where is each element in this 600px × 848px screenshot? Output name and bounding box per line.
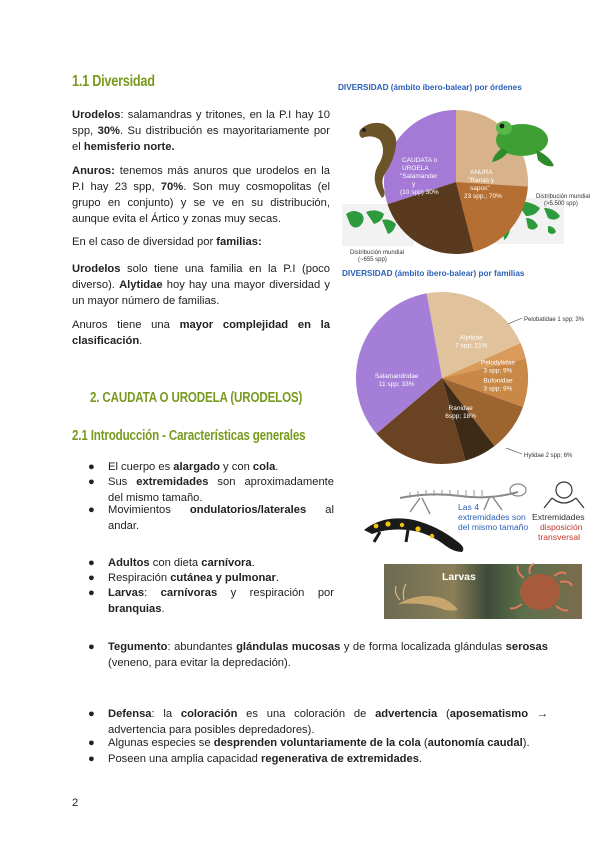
pie-label-salamandridae: Salamandridae xyxy=(374,373,419,380)
svg-text:"Ranas y: "Ranas y xyxy=(468,177,495,184)
figure-families-pie xyxy=(338,284,600,470)
caudata-label xyxy=(400,157,439,196)
svg-text:Distribución mundial: Distribución mundial xyxy=(350,250,405,256)
spine-crosssection-icon xyxy=(544,482,584,508)
pelobatidae-external-label: Pelobatidae 1 spp; 3% xyxy=(524,317,585,323)
pie-label-bufonidae: Bufonidae xyxy=(483,377,513,385)
svg-text:ANURA: ANURA xyxy=(470,169,493,176)
label-extremidades-mismo-tamano: Las 4 extremidades son del mismo tamaño xyxy=(458,502,529,532)
section-heading-diversidad: 1.1 Diversidad xyxy=(72,73,155,90)
paragraph-urodelos-familias: Urodelos solo tiene una familia en la P.I (poco diverso). Alytidae hoy hay una mayor diversidad y un mayor número de familias. xyxy=(72,263,330,307)
figure-families-title: DIVERSIDAD (ámbito íbero-balear) por familias xyxy=(342,269,525,278)
svg-text:"Salamander: "Salamander xyxy=(400,173,438,180)
hylidae-external-label: Hylidae 2 spp; 6% xyxy=(524,453,573,459)
section-heading-caudata: 2. CAUDATA O URODELA (URODELOS) xyxy=(90,390,303,406)
larvae-illustration-icon xyxy=(384,564,582,619)
svg-text:Distribución mundial: Distribución mundial xyxy=(536,194,591,200)
pie-sublabel-bufonidae: 3 spp; 9% xyxy=(483,385,513,393)
svg-text:CAUDATA o: CAUDATA o xyxy=(402,157,438,164)
paragraph-urodelos: Urodelos: salamandras y tritones, en la P.I hay 10 spp, 30%. Su distribución es mayoritariamente por el hemisferio norte. xyxy=(72,109,330,153)
pie-label-pelodytidae: Pelodytidae xyxy=(480,359,515,367)
svg-text:y: y xyxy=(412,181,416,188)
section-heading-introduccion: 2.1 Introducción - Características generales xyxy=(72,428,306,444)
svg-text:23 spp.; 70%: 23 spp.; 70% xyxy=(464,193,502,200)
svg-text:UROELA: UROELA xyxy=(402,165,429,172)
label-disposicion-transversal: Extremidades disposición transversal xyxy=(532,512,585,542)
paragraph-familias: En el caso de diversidad por familias: xyxy=(72,236,262,248)
page-number: 2 xyxy=(72,797,79,809)
pie-label-ranidae: Ranidae xyxy=(448,404,473,412)
svg-text:(10 spp) 30%: (10 spp) 30% xyxy=(400,189,439,196)
svg-text:(~655 spp): (~655 spp) xyxy=(358,257,387,263)
larvae-photo xyxy=(384,564,582,619)
svg-text:(>5.500 spp): (>5.500 spp) xyxy=(544,201,578,207)
pie-sublabel-ranidae: 6spp; 18% xyxy=(445,412,477,420)
figure-orders-title: DIVERSIDAD (ámbito íbero-balear) por órdenes xyxy=(338,83,522,92)
figure-orders-pie xyxy=(336,94,591,274)
paragraph-anuros: Anuros: tenemos más anuros que urodelos en la P.I hay 23 spp, 70%. Son muy cosmopolitas (el grupo en conjunto) y se ve en su distribución, aunque evita el Ártico y zonas muy secas. xyxy=(72,165,330,225)
pie-label-alytidae: Alytidae xyxy=(459,334,483,342)
figure-skeleton xyxy=(360,476,592,564)
fire-salamander-icon xyxy=(364,518,463,552)
larvae-label: Larvas xyxy=(442,571,476,583)
paragraph-anuros-clasificacion: Anuros tiene una mayor complejidad en la clasificación. xyxy=(72,319,330,347)
pie-sublabel-pelodytidae: 3 spp; 9% xyxy=(483,367,513,375)
pie-sublabel-alytidae: 7 spp; 21% xyxy=(455,342,488,350)
pie-sublabel-salamandridae: 11 spp; 33% xyxy=(378,381,415,388)
svg-text:sapos": sapos" xyxy=(470,185,490,192)
